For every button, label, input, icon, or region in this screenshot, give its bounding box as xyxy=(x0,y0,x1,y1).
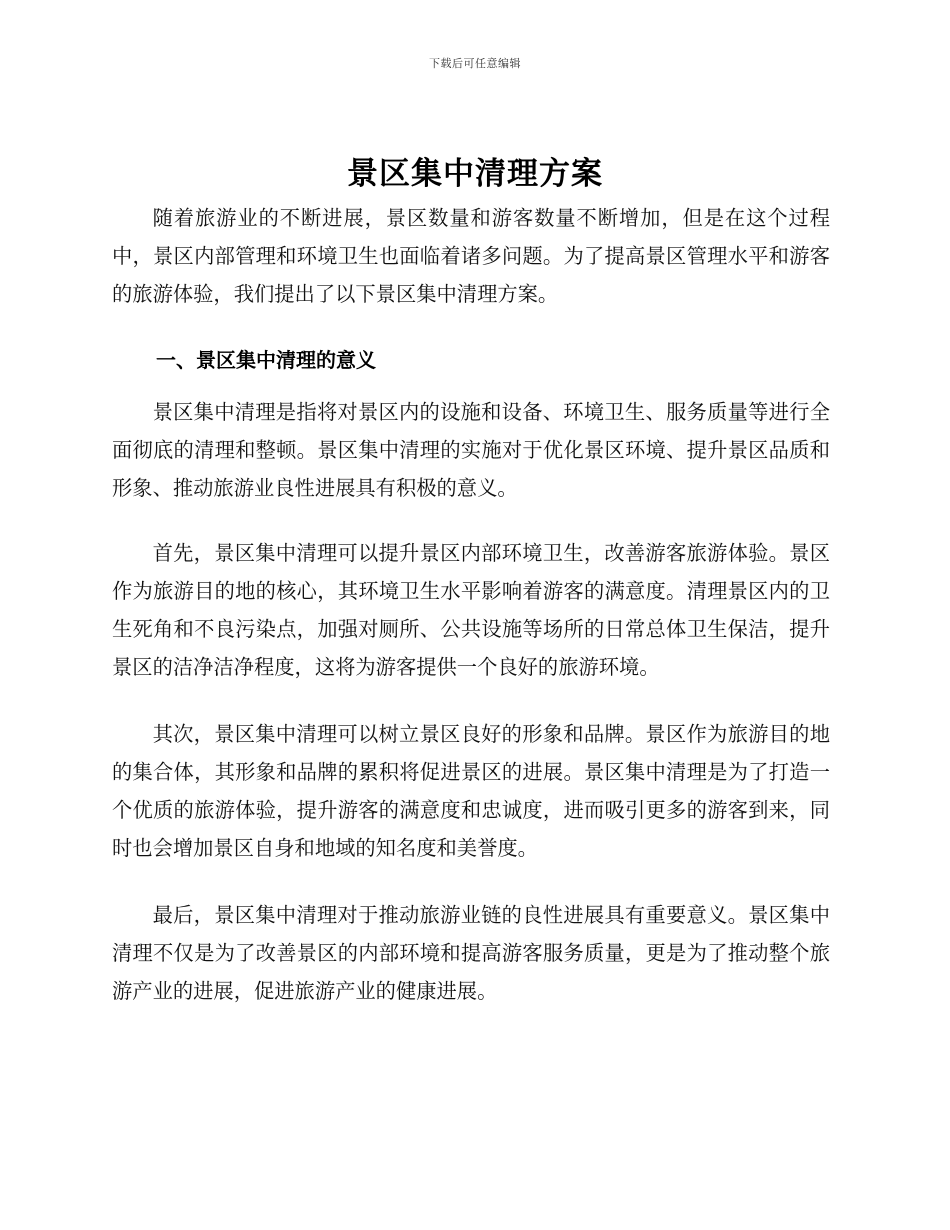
body-paragraph: 首先，景区集中清理可以提升景区内部环境卫生，改善游客旅游体验。景区作为旅游目的地的核心，其环境卫生水平影响着游客的满意度。清理景区内的卫生死角和不良污染点，加强对厕所、公共设施等场所的日常总体卫生保洁，提升景区的洁净洁净程度，这将为游客提供一个良好的旅游环境。 xyxy=(112,541,830,679)
body-paragraph: 景区集中清理是指将对景区内的设施和设备、环境卫生、服务质量等进行全面彻底的清理和整顿。景区集中清理的实施对于优化景区环境、提升景区品质和形象、推动旅游业良性进展具有积极的意义。 xyxy=(112,400,830,500)
body-paragraph: 最后，景区集中清理对于推动旅游业链的良性进展具有重要意义。景区集中清理不仅是为了改善景区的内部环境和提高游客服务质量，更是为了推动整个旅游产业的进展，促进旅游产业的健康进展。 xyxy=(112,903,830,1003)
page-title: 景区集中清理方案 xyxy=(347,156,603,192)
intro-paragraph: 随着旅游业的不断进展，景区数量和游客数量不断增加，但是在这个过程中，景区内部管理和环境卫生也面临着诸多问题。为了提高景区管理水平和游客的旅游体验，我们提出了以下景区集中清理方案。 xyxy=(112,206,830,306)
body-paragraph: 其次，景区集中清理可以树立景区良好的形象和品牌。景区作为旅游目的地的集合体，其形象和品牌的累积将促进景区的进展。景区集中清理是为了打造一个优质的旅游体验，提升游客的满意度和忠诚度，进而吸引更多的游客到来，同时也会增加景区自身和地域的知名度和美誉度。 xyxy=(112,722,830,860)
header-note: 下载后可任意编辑 xyxy=(429,57,521,70)
section-heading: 一、景区集中清理的意义 xyxy=(156,348,376,372)
